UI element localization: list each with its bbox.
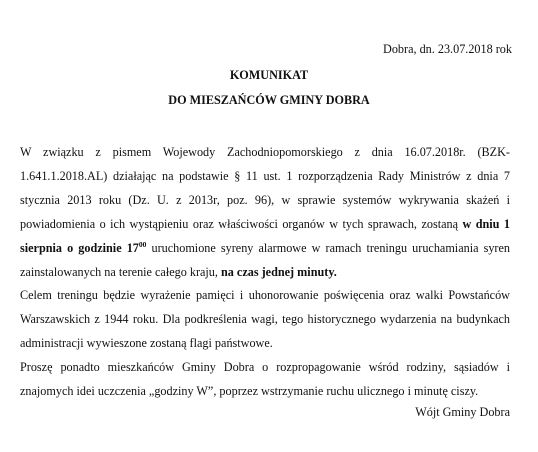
paragraph-purpose: Celem treningu będzie wyrażenie pamięci i uhonorowanie poświęcenia oraz walki Powstańców Warszawskich z 1944 roku. Dla podkreślenia wagi, tego historycznego wydarzenia na budynkach administracji wywieszone zostaną flagi państwowe. — [20, 288, 510, 351]
paragraph-announcement-text-2: uruchomione syreny alarmowe w ramach treningu uruchamiania syren zainstalowanych na terenie całego kraju, — [20, 240, 510, 279]
paragraph-announcement — [20, 141, 510, 284]
siren-duration: na czas jednej minuty. — [221, 264, 337, 279]
document-date: Dobra, dn. 23.07.2018 rok — [383, 42, 512, 56]
paragraph-request: Proszę ponadto mieszkańców Gminy Dobra o rozpropagowanie wśród rodziny, sąsiadów i znajomych idei uczczenia „godziny W”, poprzez wstrzymanie ruchu ulicznego i minutę ciszy. — [20, 360, 510, 399]
siren-date-time-text: w dniu 1 sierpnia o godzinie 17 — [20, 216, 510, 255]
signature: Wójt Gminy Dobra — [415, 405, 510, 419]
document-body — [20, 141, 510, 404]
paragraph-announcement-text: W związku z pismem Wojewody Zachodniopomorskiego z dnia 16.07.2018r. (BZK-1.641.1.2018.AL) działając na podstawie § 11 ust. 1 rozporządzenia Rady Ministrów z dnia 7 stycznia 2013 roku (Dz. U. z 2013r, poz. 96), w sprawie systemów wykrywania skażeń i powiadomienia o ich wystąpieniu oraz właściwości organów w tych sprawach, zostaną — [20, 145, 510, 231]
document-subtitle: DO MIESZAŃCÓW GMINY DOBRA — [168, 93, 370, 107]
siren-time-minutes: 00 — [138, 239, 147, 249]
document-title: KOMUNIKAT — [229, 68, 309, 82]
